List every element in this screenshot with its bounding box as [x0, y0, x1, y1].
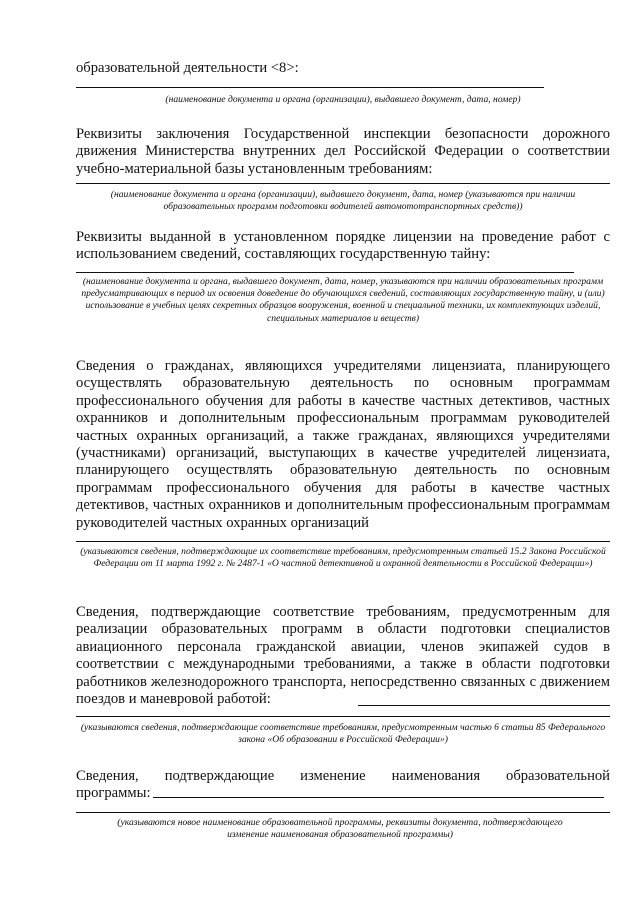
section-6-text-line-1: Сведения, подтверждающие изменение наименования образовательной [76, 768, 610, 784]
section-5-note: (указываются сведения, подтверждающие соответствие требованиям, предусмотренным частью 6 статьи 85 Федерального закона «Об образовании в Российской Федерации») [80, 722, 606, 746]
section-4-text: Сведения о гражданах, являющихся учредителями лицензиата, планирующего осуществлять образовательную деятельность по основным программам профессионального обучения для работы в качестве частных детективов, частных охранников и дополнительным профессиональным программам руководителей частных охранных организаций, а также гражданах, являющихся учредителями (участниками) организаций, выступающих в качестве учредителей лицензиата, планирующего осуществлять образовательную деятельность по основным программам профессионального обучения для работы в качестве частных детективов, частных охранников и дополнительным профессиональным программам руководителей частных охранных организаций [76, 358, 610, 531]
section-4-note: (указываются сведения, подтверждающие их соответствие требованиям, предусмотренным статьей 15.2 Закона Российской Федерации от 11 марта 1992 г. № 2487-1 «О частной детективной и охранной деятельности в Российской Федерации») [80, 546, 606, 570]
section-2-note: (наименование документа и органа (организации), выдавшего документ, дата, номер (указываются при наличии образовательных программ подготовки водителей автомототранспортных средств)) [110, 189, 576, 213]
section-1-note: (наименование документа и органа (организации), выдавшего документ, дата, номер) [165, 94, 521, 105]
section-3-text: Реквизиты выданной в установленном порядке лицензии на проведение работ с использованием сведений, составляющих государственную тайну: [76, 229, 610, 263]
section-3-fill-line [76, 272, 574, 273]
section-4-fill-line [76, 541, 610, 542]
section-3-note: (наименование документа и органа, выдавшего документ, дата, номер, указываются при наличии образовательных программ предусматривающих в период их освоения доведение до обучающихся сведений, составляющих государственную тайну, и (или) использование в учебных целях секретных образцов вооружения, военной и специальной техники, их комплектующих изделий, специальных материалов и веществ) [81, 276, 605, 324]
section-2-fill-line [76, 183, 610, 184]
section-6-inline-line [153, 797, 604, 798]
section-1-fill-line [76, 87, 544, 88]
section-5-inline-line [358, 705, 610, 706]
section-6-text-line-2: программы: [76, 785, 151, 802]
section-2-text: Реквизиты заключения Государственной инспекции безопасности дорожного движения Министерства внутренних дел Российской Федерации о соответствии учебно-материальной базы установленным требованиям: [76, 126, 610, 177]
section-6-fill-line [76, 812, 610, 813]
section-1-text: образовательной деятельности <8>: [76, 60, 299, 76]
section-6-note: (указываются новое наименование образовательной программы, реквизиты документа, подтверждающего изменение наименования образовательной программы) [117, 817, 563, 841]
section-5-fill-line [76, 716, 610, 717]
section-5-text: Сведения, подтверждающие соответствие требованиям, предусмотренным для реализации образовательных программ в области подготовки специалистов авиационного персонала гражданской авиации, членов экипажей судов в соответствии с международными требованиями, а также в области подготовки работников железнодорожного транспорта, непосредственно связанных с движением поездов и маневровой работой: [76, 604, 610, 708]
